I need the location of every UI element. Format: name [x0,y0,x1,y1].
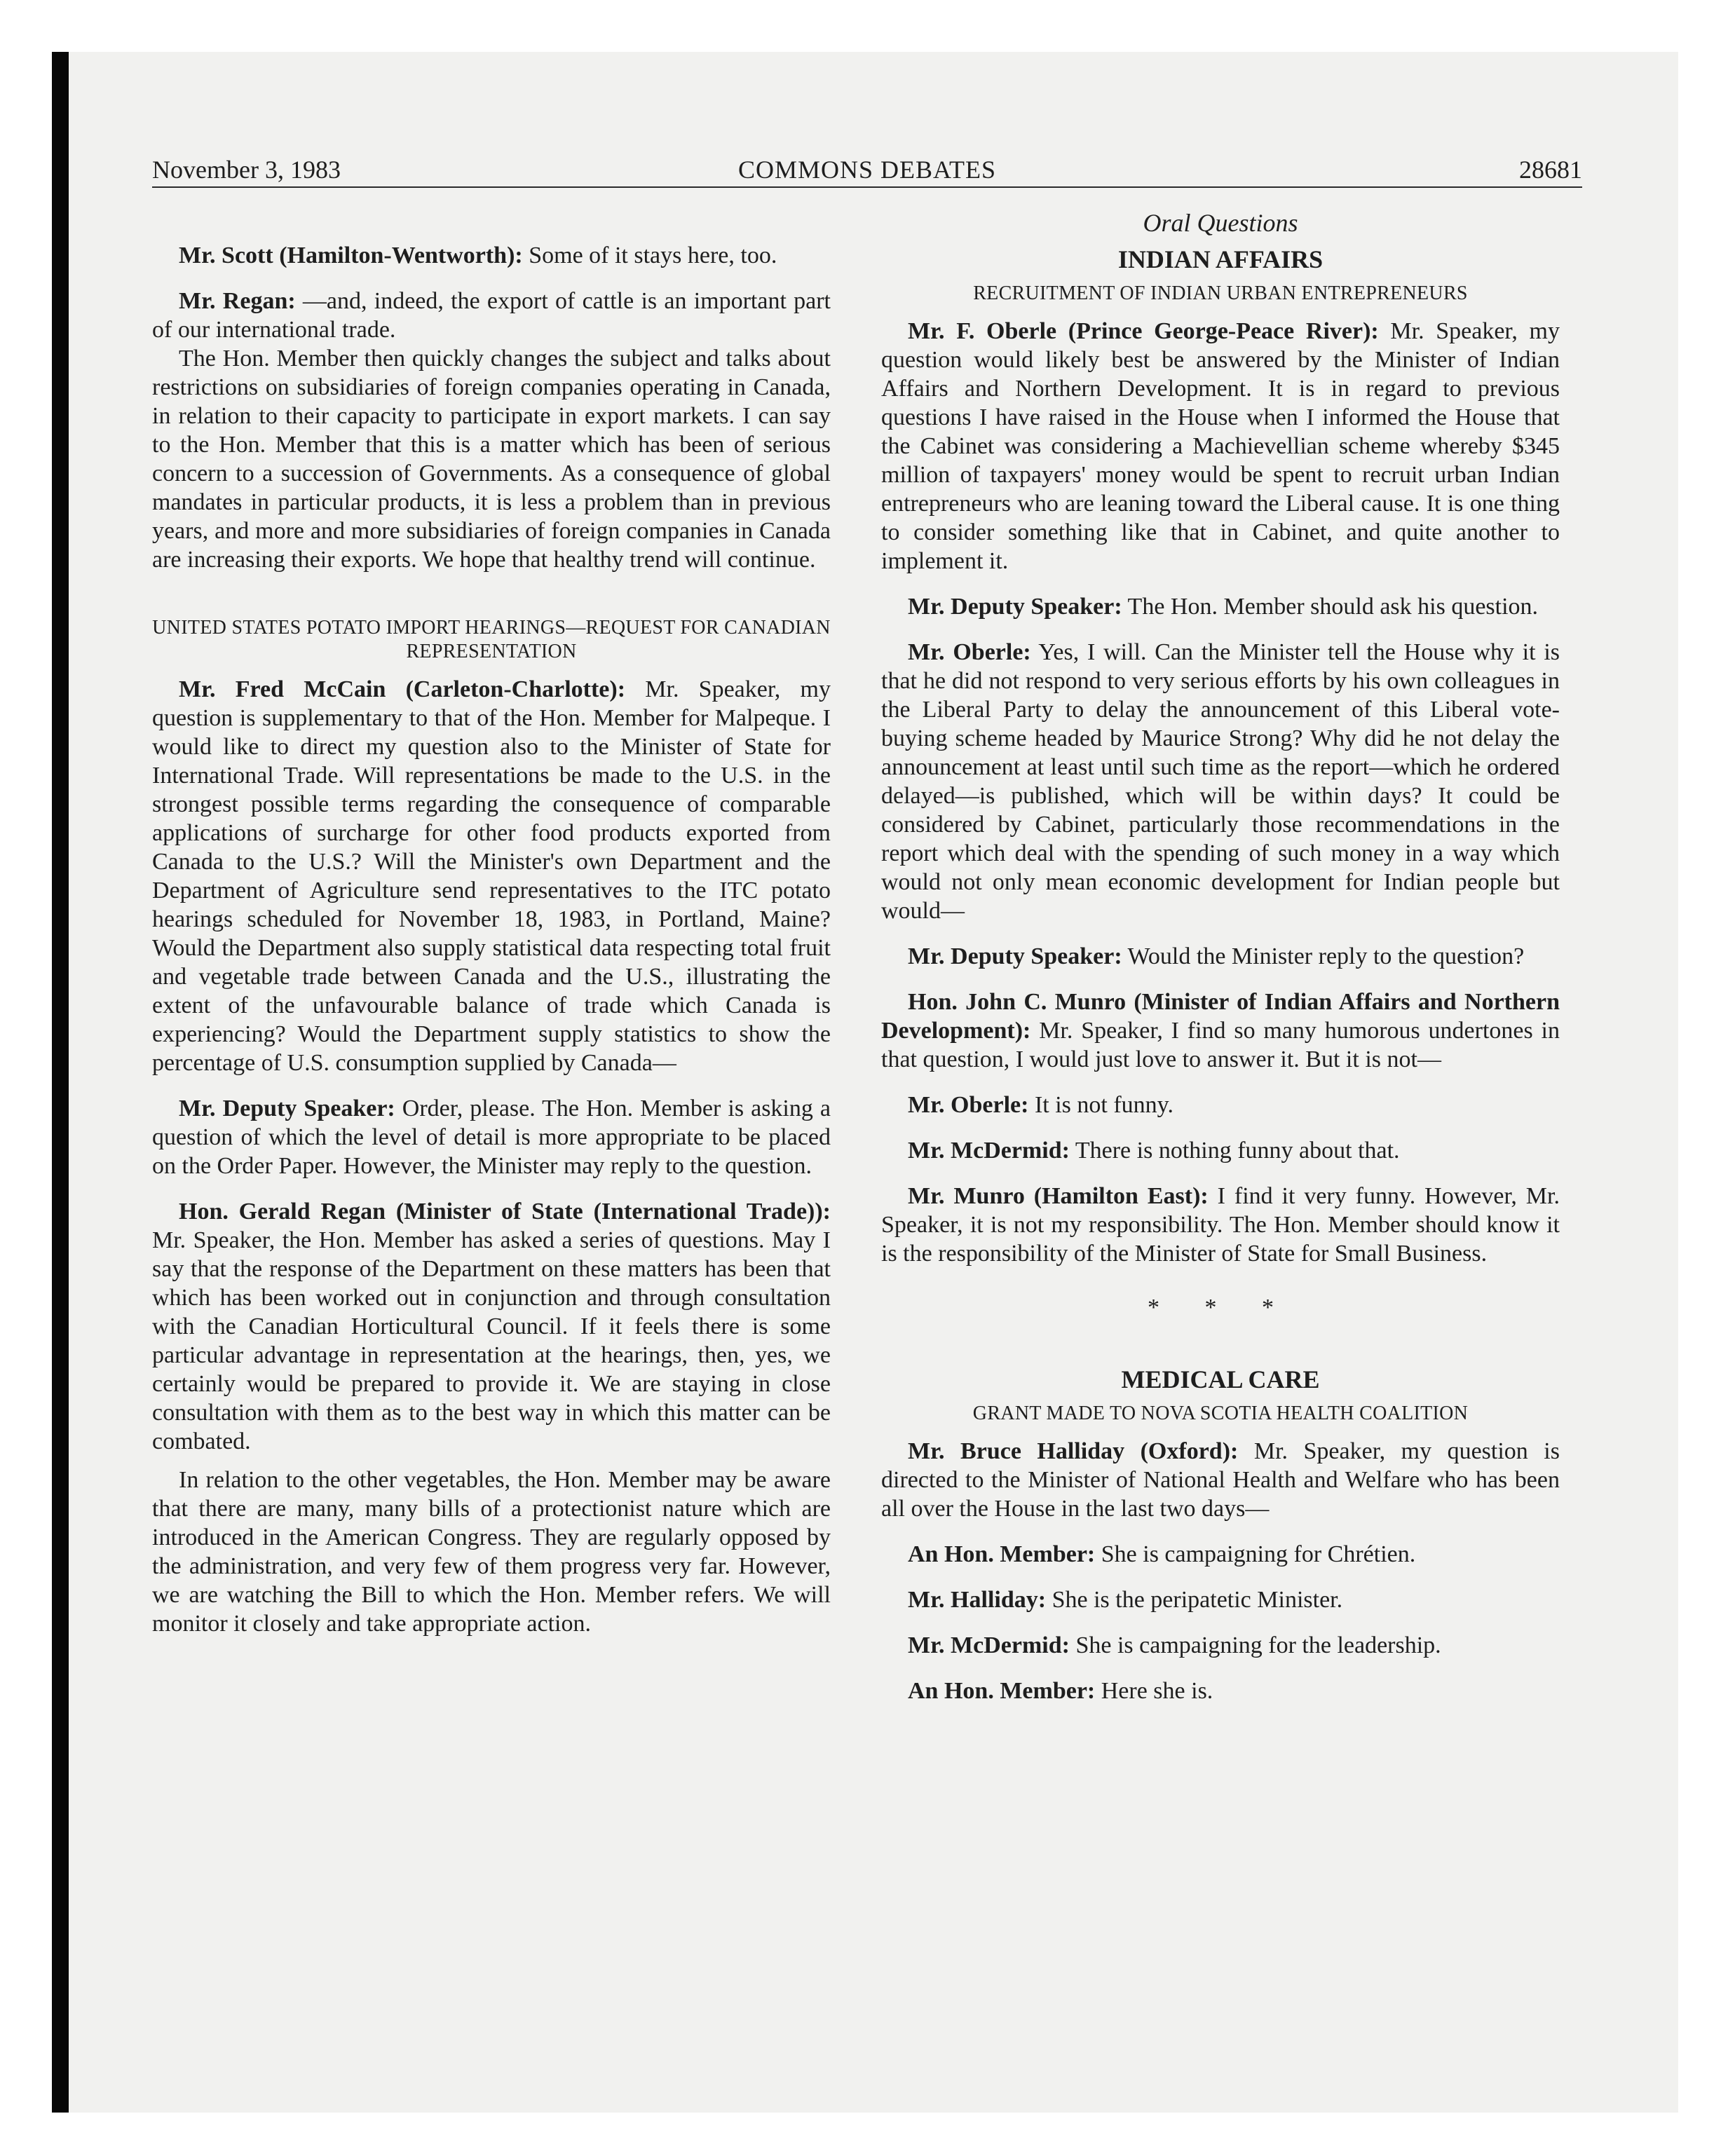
speech-text: Mr. Speaker, my question is directed to the Minister of National Health and Welfare who has been all over the House in the last two days— [881,1438,1560,1522]
page-header [152,154,1582,185]
header-page-number: 28681 [1519,156,1582,184]
speech-text: Mr. Speaker, my question is supplementary to that of the Hon. Member for Malpeque. I would like to direct my question also to the Minister of State for International Trade. Will representations be made to the U.S. in the strongest possible terms regarding the consequence of comparable applications of surcharge for other food products exported from Canada to the U.S.? Will the Minister's own Department and the Department of Agriculture send representatives to the ITC potato hearings scheduled for November 18, 1983, in Portland, Maine? Would the Department also supply statistical data respecting total fruit and vegetable trade between Canada and the U.S., illustrating the extent of the unfavourable balance of trade which Canada is experiencing? Would the Department supply statistics to show the percentage of U.S. consumption supplied by Canada— [152,676,831,1076]
speech-paragraph [881,1437,1560,1523]
section-subheading: GRANT MADE TO NOVA SCOTIA HEALTH COALITION [972,1403,1469,1424]
header-date: November 3, 1983 [152,156,341,184]
speech-text: Would the Minister reply to the question? [1122,943,1525,969]
section-heading: MEDICAL CARE [1121,1365,1320,1393]
speech-paragraph [881,1677,1560,1705]
speaker-name: Mr. Oberle: [908,1092,1029,1118]
speaker-name: An Hon. Member: [908,1678,1096,1704]
section-subheading: RECRUITMENT OF INDIAN URBAN ENTREPRENEURS [973,282,1468,304]
right-column [881,207,1560,1722]
speech-paragraph [152,241,831,270]
speech-paragraph [152,1094,831,1180]
speaker-name: Mr. Deputy Speaker: [908,943,1122,969]
binding-edge [52,52,69,2113]
speech-text: —and, indeed, the export of cattle is an important part of our international trade. [152,288,831,343]
speaker-name: Mr. Fred McCain (Carleton-Charlotte): [179,676,626,702]
header-rule [152,186,1582,188]
speech-paragraph [881,942,1560,971]
speaker-name: An Hon. Member: [908,1541,1096,1567]
speech-paragraph [881,1136,1560,1165]
speech-text: She is the peripatetic Minister. [1046,1587,1343,1613]
speech-text: It is not funny. [1028,1092,1173,1118]
speech-paragraph [152,1197,831,1456]
speech-paragraph [881,592,1560,621]
speech-text: I find it very funny. However, Mr. Speaker, it is not my responsibility. The Hon. Member should know it is the responsibility of the Minister of State for Small Business. [881,1183,1560,1267]
speech-paragraph: In relation to the other vegetables, the Hon. Member may be aware that there are many, many bills of a protectionist nature which are introduced in the American Congress. They are regularly opposed by the administration, and very few of them progress very far. However, we are watching the Bill to which the Hon. Member refers. We will monitor it closely and take appropriate action. [152,1467,831,1637]
speech-paragraph [152,287,831,344]
speaker-name: Mr. Deputy Speaker: [179,1096,395,1121]
speech-paragraph [881,988,1560,1074]
speech-paragraph [881,1540,1560,1569]
speech-paragraph [881,1091,1560,1119]
speech-text: There is nothing funny about that. [1069,1138,1400,1164]
speaker-name: Mr. McDermid: [908,1138,1070,1164]
speech-text: Yes, I will. Can the Minister tell the House why it is that he did not respond to very serious efforts by his own colleagues in the Liberal Party to delay the announcement of this Liberal vote-buying scheme headed by Maurice Strong? Why did he not delay the announcement at least until such time as the report—which he ordered delayed—is published, which will be within days? It could be considered by Cabinet, particularly those recommendations in the report which deal with the spending of such money in a way which would not only mean economic development for Indian people but would— [881,639,1560,924]
speech-text: Here she is. [1095,1678,1213,1704]
speech-text: Mr. Speaker, the Hon. Member has asked a series of questions. May I say that the response of the Department on these matters has been that which has been worked out in conjunction and through consultation with the Canadian Horticultural Council. If it feels there is some particular advantage in representation at the hearings, then, yes, we certainly would be prepared to provide it. We are staying in close consultation with them as to the best way in which this matter can be combated. [152,1227,831,1454]
speech-text: Mr. Speaker, I find so many humorous undertones in that question, I would just love to answer it. But it is not— [881,1018,1560,1072]
speaker-name: Mr. Munro (Hamilton East): [908,1183,1209,1209]
speech-paragraph [881,1585,1560,1614]
speaker-name: Mr. McDermid: [908,1632,1070,1658]
speech-text: Order, please. The Hon. Member is asking a question of which the level of detail is more appropriate to be placed on the Order Paper. However, the Minister may reply to the question. [152,1096,831,1179]
speaker-name: Mr. Deputy Speaker: [908,594,1122,620]
section-heading: INDIAN AFFAIRS [1117,245,1324,273]
speech-text: She is campaigning for the leadership. [1069,1632,1441,1658]
speaker-name: Mr. F. Oberle (Prince George-Peace River): [908,318,1379,344]
speaker-name: Hon. John C. Munro (Minister of Indian Affairs and Northern Development): [881,989,1560,1044]
speech-text: She is campaigning for Chrétien. [1095,1541,1416,1567]
speech-text: The Hon. Member should ask his question. [1122,594,1539,620]
speech-paragraph [881,638,1560,925]
header-publication: COMMONS DEBATES [737,156,997,184]
speaker-name: Mr. Bruce Halliday (Oxford): [908,1438,1239,1464]
speech-paragraph: The Hon. Member then quickly changes the subject and talks about restrictions on subsidiaries of foreign companies operating in Canada, in relation to their capacity to participate in export markets. I can say to the Hon. Member that this is a matter which has been of serious concern to a succession of Governments. As a consequence of global mandates in particular products, it is less a problem than in previous years, and more and more subsidiaries of foreign companies in Canada are increasing their exports. We hope that healthy trend will continue. [152,346,831,573]
speech-text: Mr. Speaker, my question would likely best be answered by the Minister of Indian Affairs and Northern Development. It is in regard to previous questions I have raised in the House when I informed the House that the Cabinet was considering a Machievellian scheme whereby $345 million of taxpayers' money would be spent to recruit urban Indian entrepreneurs who are leaning toward the Liberal cause. It is one thing to consider something like that in Cabinet, and quite another to implement it. [881,318,1560,574]
speaker-name: Mr. Scott (Hamilton-Wentworth): [179,243,523,268]
section-separator: * * * [1148,1295,1293,1321]
speech-paragraph [881,1182,1560,1268]
left-column [152,207,831,1655]
speaker-name: Mr. Oberle: [908,639,1031,665]
running-head: Oral Questions [1143,209,1298,237]
speech-paragraph [881,1631,1560,1660]
speaker-name: Mr. Regan: [179,288,296,314]
speech-text: Some of it stays here, too. [522,243,777,268]
speech-paragraph [881,317,1560,575]
speaker-name: Hon. Gerald Regan (Minister of State (International Trade)): [179,1199,831,1224]
speaker-name: Mr. Halliday: [908,1587,1047,1613]
section-subheading: UNITED STATES POTATO IMPORT HEARINGS—REQUEST FOR CANADIAN REPRESENTATION [152,617,831,662]
speech-paragraph [152,675,831,1077]
